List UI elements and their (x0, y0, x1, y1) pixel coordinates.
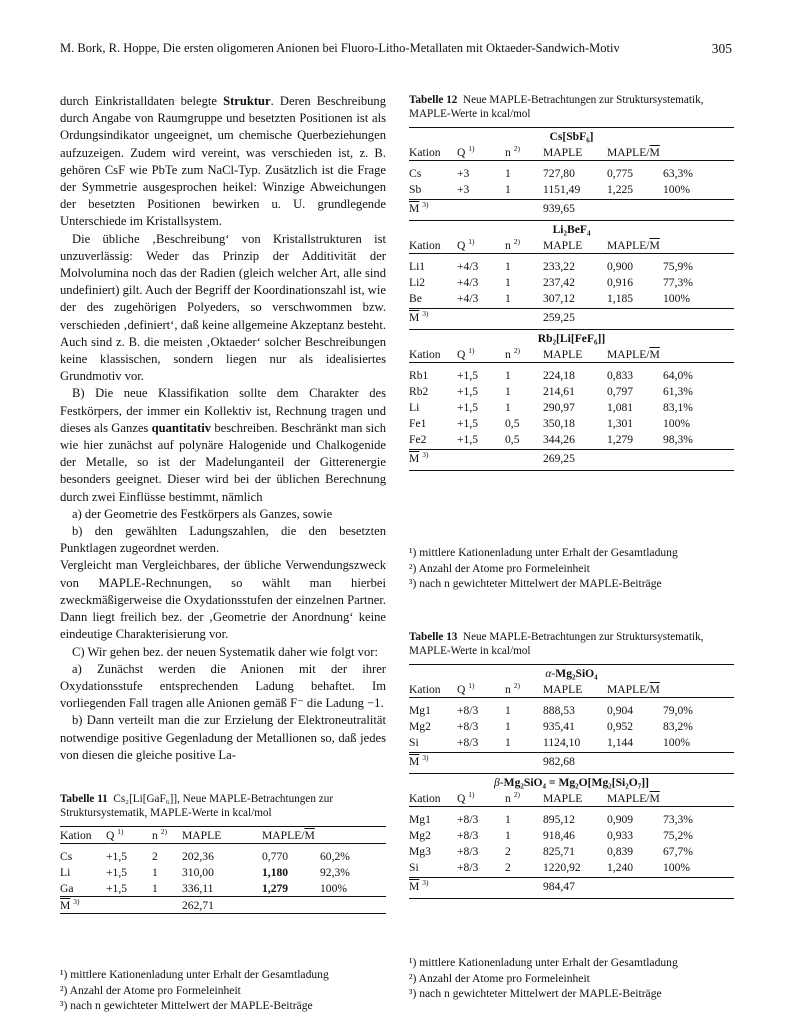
cell-q: +1,5 (106, 849, 128, 863)
cell-percent: 63,3% (663, 166, 693, 180)
cell-kation: Si (409, 735, 419, 749)
footnote-1: ¹) mittlere Kationenladung unter Erhalt der Gesamtladung (409, 956, 678, 969)
cell-kation: Si (409, 860, 419, 874)
table-11-footnotes (60, 967, 390, 1014)
cell-n: 2 (152, 849, 158, 863)
cell-ratio: 0,904 (607, 703, 634, 717)
compound-title: Cs[SbF₆] (549, 129, 594, 143)
cell-n: 1 (505, 703, 511, 717)
cell-q: +8/3 (457, 719, 479, 733)
col-header-n: n $^{2)}$ (505, 143, 520, 159)
paragraph-5: C) Wir gehen bez. der neuen Systematik daher wie folgt vor: (72, 644, 378, 659)
col-header-n: n $^{2)}$ (152, 826, 167, 842)
cell-kation: Ga (60, 881, 74, 895)
compound-title-row (409, 221, 734, 238)
col-header-maple: MAPLE (543, 145, 583, 159)
footnote-3: ³) nach n gewichteter Mittelwert der MAPLE-Beiträge (409, 577, 662, 590)
cell-maple: 307,12 (543, 291, 575, 305)
cell-ratio: 1,240 (607, 860, 634, 874)
cell-n: 1 (505, 166, 511, 180)
cell-n: 1 (505, 735, 511, 749)
cell-q: +1,5 (457, 416, 479, 430)
cell-maple: 233,22 (543, 259, 575, 273)
cell-mean-value: 269,25 (543, 451, 575, 465)
cell-percent: 75,2% (663, 828, 693, 842)
table-header-row (409, 346, 734, 363)
cell-q: +1,5 (106, 881, 128, 895)
table-13-footnotes (409, 955, 739, 1002)
table-row (60, 864, 386, 880)
paragraph-1: durch Einkristalldaten belegte Struktur. Deren Beschreibung durch Angabe von Raumgruppe und besetzten Positionen ist als Ordungsindikator ungeeignet, um chemische Querbeziehungen aufzuzeigen. Zudem wird vereint, was verschieden ist, z. B. gehören CsF wie PbTe zum NaCl-Typ. Zusätzlich ist die Frage der Symmetrie ausgesprochen heikel: Winzige Abweichungen der besetzten Positionen bewirken u. U. grundlegende Unterschiede im Kristallsystem. (60, 94, 387, 229)
cell-ratio: 1,180 (262, 865, 289, 879)
cell-ratio: 0,933 (607, 828, 634, 842)
cell-kation: Rb2 (409, 384, 429, 398)
cell-mean-value: 262,71 (182, 898, 214, 912)
cell-percent: 100% (663, 416, 691, 430)
table-row (409, 399, 734, 415)
cell-maple: 895,12 (543, 812, 575, 826)
cell-mean-label: $\overline{M}$ $^{3)}$ (409, 877, 429, 893)
cell-maple: 1124,10 (543, 735, 581, 749)
cell-maple: 1151,49 (543, 182, 581, 196)
table-row (409, 415, 734, 431)
cell-q: +1,5 (106, 865, 128, 879)
table-row (409, 290, 734, 306)
col-header-maple-ratio: MAPLE/$\overline{M}$ (607, 145, 660, 159)
cell-percent: 77,3% (663, 275, 693, 289)
cell-kation: Li (409, 400, 420, 414)
col-header-q: Q $^{1)}$ (457, 789, 475, 805)
cell-kation: Fe2 (409, 432, 427, 446)
cell-mean-value: 939,65 (543, 201, 575, 215)
cell-q: +1,5 (457, 432, 479, 446)
cell-n: 1 (505, 719, 511, 733)
cell-ratio: 0,952 (607, 719, 634, 733)
paragraph-3: B) Die neue Klassifikation sollte dem Charakter des Festkörpers, der immer ein Kollektiv ist, Rechnung tragen und dieses als Ganzes quantitativ beschreiben. Beschränkt man sich wie hier zunächst auf polynäre Halogenide und Chalkogenide der Metalle, so ist der Madelunganteil der Gitterenergie besonders geeignet. Dieser wird bei der üblichen Berechnung durch zwei Einflüsse bestimmt, nämlich (60, 386, 386, 504)
compound-title: Li₂BeF₄ (552, 222, 591, 236)
compound-title-row (409, 128, 734, 145)
cell-percent: 64,0% (663, 368, 693, 382)
cell-ratio: 1,225 (607, 182, 634, 196)
cell-mean-label: $\overline{M}$ $^{3)}$ (60, 896, 80, 912)
col-header-maple-ratio: MAPLE/$\overline{M}$ (607, 791, 660, 805)
table-row (409, 367, 734, 383)
footnote-1: ¹) mittlere Kationenladung unter Erhalt der Gesamtladung (60, 968, 329, 981)
cell-q: +8/3 (457, 735, 479, 749)
col-header-maple: MAPLE (543, 682, 583, 696)
table-12-grid (409, 127, 734, 472)
cell-ratio: 0,770 (262, 849, 289, 863)
col-header-kation: Kation (409, 791, 441, 805)
list-item-c-b: b) Dann verteilt man die zur Erzielung der Elektroneutralität notwendige positive Gegenladung der Metallionen so, daß jedes von diesen die gleiche positive La- (60, 713, 386, 762)
compound-title: β-Mg₂SiO₄ = Mg₂O[Mg₂[Si₂O₇]] (494, 775, 649, 789)
table-row (60, 848, 386, 864)
col-header-maple-ratio: MAPLE/$\overline{M}$ (262, 828, 315, 842)
cell-kation: Mg2 (409, 719, 431, 733)
cell-mean-value: 984,47 (543, 879, 575, 893)
cell-maple: 888,53 (543, 703, 575, 717)
cell-mean-value: 982,68 (543, 754, 575, 768)
cell-percent: 98,3% (663, 432, 693, 446)
col-header-maple: MAPLE (543, 238, 583, 252)
cell-maple: 310,00 (182, 865, 214, 879)
cell-percent: 83,2% (663, 719, 693, 733)
cell-percent: 67,7% (663, 844, 693, 858)
cell-n: 1 (505, 259, 511, 273)
table-header-row (60, 827, 386, 844)
table-row (409, 274, 734, 290)
table-mean-row (60, 897, 386, 914)
cell-mean-label: $\overline{M}$ $^{3)}$ (409, 199, 429, 215)
cell-maple: 344,26 (543, 432, 575, 446)
table-row (409, 383, 734, 399)
footnote-2: ²) Anzahl der Atome pro Formeleinheit (60, 983, 241, 997)
cell-n: 1 (152, 865, 158, 879)
cell-n: 0,5 (505, 416, 520, 430)
table-11-caption: Tabelle 11 Cs₂[Li[GaF₆]], Neue MAPLE-Betrachtungen zur Struktursystematik, MAPLE-Werte in kcal/mol (60, 793, 334, 819)
cell-q: +1,5 (457, 384, 479, 398)
table-row (409, 827, 734, 843)
cell-n: 1 (505, 828, 511, 842)
col-header-q: Q $^{1)}$ (457, 143, 475, 159)
table-13 (409, 630, 734, 900)
table-row (409, 702, 734, 718)
cell-percent: 79,0% (663, 703, 693, 717)
cell-percent: 100% (663, 291, 691, 305)
table-row (409, 258, 734, 274)
table-row (409, 181, 734, 197)
table-mean-row (409, 753, 734, 770)
cell-ratio: 0,900 (607, 259, 634, 273)
cell-maple: 1220,92 (543, 860, 581, 874)
cell-maple: 935,41 (543, 719, 575, 733)
col-header-kation: Kation (409, 347, 441, 361)
paragraph-2: Die übliche ‚Beschreibung‘ von Kristallstrukturen ist unzuverlässig: Weder das Prinzip der Additivität der Molvolumina noch das der Radien (gleich welcher Art, alle sind undefiniert) gilt. Auch der Begriff der Koordinationszahl ist, wie der des zugehörigen Polyeders, so verschwommen bzw. verschieden ‚definiert‘, daß keine allgemeine Akzeptanz besteht. Auch sind z. B. die meisten ‚Oktaeder‘ solcher Beschreibungen keine klassischen, sondern liegen nur als idealisiertes Grundmotiv vor. (60, 231, 386, 384)
cell-ratio: 1,279 (262, 881, 289, 895)
col-header-q: Q $^{1)}$ (457, 236, 475, 252)
cell-percent: 100% (663, 735, 691, 749)
cell-kation: Mg3 (409, 844, 431, 858)
footnote-2: ²) Anzahl der Atome pro Formeleinheit (409, 561, 590, 575)
table-12-footnotes (409, 545, 739, 592)
cell-maple: 224,18 (543, 368, 575, 382)
col-header-maple-ratio: MAPLE/$\overline{M}$ (607, 682, 660, 696)
cell-ratio: 0,797 (607, 384, 634, 398)
table-row (409, 718, 734, 734)
table-11-grid (60, 826, 386, 916)
compound-title-row (409, 774, 734, 791)
compound-title-row (409, 665, 734, 682)
cell-q: +8/3 (457, 828, 479, 842)
cell-maple: 202,36 (182, 849, 214, 863)
cell-kation: Cs (409, 166, 422, 180)
cell-mean-label: $\overline{M}$ $^{3)}$ (409, 449, 429, 465)
running-title: M. Bork, R. Hoppe, Die ersten oligomeren Anionen bei Fluoro-Litho-Metallaten mit Oktaeder-Sandwich-Motiv (60, 41, 620, 55)
cell-kation: Rb1 (409, 368, 429, 382)
table-row (409, 431, 734, 447)
compound-title-row (409, 330, 734, 347)
cell-q: +4/3 (457, 275, 479, 289)
cell-kation: Sb (409, 182, 422, 196)
cell-kation: Li1 (409, 259, 426, 273)
cell-percent: 100% (663, 182, 691, 196)
table-12 (409, 93, 734, 472)
col-header-n: n $^{2)}$ (505, 680, 520, 696)
list-item-b: b) den gewählten Ladungszahlen, die den besetzten Punktlagen zugeordnet werden. (60, 524, 386, 556)
paragraph-4: Vergleicht man Vergleichbares, der übliche Verwendungszweck von MAPLE-Rechnungen, so wählt man hierbei zweckmäßigerweise die Oxydationsstufen der einzelnen Partner. Dann liegt freilich bez. der ‚Geometrie der Anordnung‘ keine eindeutige Charakterisierung vor. (60, 558, 386, 642)
cell-maple: 918,46 (543, 828, 575, 842)
cell-q: +1,5 (457, 400, 479, 414)
cell-maple: 825,71 (543, 844, 575, 858)
cell-percent: 100% (663, 860, 691, 874)
cell-kation: Li2 (409, 275, 426, 289)
cell-kation: Li (60, 865, 71, 879)
cell-ratio: 0,833 (607, 368, 634, 382)
cell-q: +1,5 (457, 368, 479, 382)
cell-ratio: 1,144 (607, 735, 634, 749)
table-row (409, 859, 734, 875)
footnote-3: ³) nach n gewichteter Mittelwert der MAPLE-Beiträge (60, 999, 313, 1012)
cell-n: 1 (505, 368, 511, 382)
col-header-q: Q $^{1)}$ (457, 345, 475, 361)
cell-q: +3 (457, 166, 470, 180)
table-11 (60, 792, 386, 916)
cell-n: 0,5 (505, 432, 520, 446)
footnote-1: ¹) mittlere Kationenladung unter Erhalt der Gesamtladung (409, 546, 678, 559)
table-header-row (409, 144, 734, 161)
table-mean-row (409, 309, 734, 326)
cell-kation: Mg1 (409, 703, 431, 717)
col-header-n: n $^{2)}$ (505, 345, 520, 361)
table-row (60, 880, 386, 897)
running-header (60, 41, 732, 57)
cell-ratio: 1,185 (607, 291, 634, 305)
cell-q: +3 (457, 182, 470, 196)
cell-n: 2 (505, 844, 511, 858)
col-header-maple-ratio: MAPLE/$\overline{M}$ (607, 238, 660, 252)
cell-n: 1 (152, 881, 158, 895)
cell-n: 1 (505, 384, 511, 398)
cell-percent: 60,2% (320, 849, 350, 863)
cell-n: 1 (505, 275, 511, 289)
cell-percent: 83,1% (663, 400, 693, 414)
footnote-3: ³) nach n gewichteter Mittelwert der MAPLE-Beiträge (409, 987, 662, 1000)
cell-q: +8/3 (457, 860, 479, 874)
cell-maple: 214,61 (543, 384, 575, 398)
table-mean-row (409, 878, 734, 895)
cell-n: 1 (505, 812, 511, 826)
table-mean-row (409, 450, 734, 467)
cell-maple: 350,18 (543, 416, 575, 430)
cell-mean-value: 259,25 (543, 310, 575, 324)
body-text-left (60, 93, 386, 764)
table-13-caption: Tabelle 13 Neue MAPLE-Betrachtungen zur Struktursystematik, MAPLE-Werte in kcal/mol (409, 631, 704, 657)
col-header-q: Q $^{1)}$ (457, 680, 475, 696)
cell-ratio: 0,916 (607, 275, 634, 289)
cell-kation: Cs (60, 849, 73, 863)
cell-ratio: 0,839 (607, 844, 634, 858)
col-header-maple: MAPLE (543, 347, 583, 361)
cell-q: +8/3 (457, 703, 479, 717)
table-row (409, 843, 734, 859)
col-header-q: Q $^{1)}$ (106, 826, 124, 842)
table-13-grid (409, 664, 734, 900)
compound-title: Rb₂[Li[FeF₆]] (537, 331, 606, 345)
cell-maple: 290,97 (543, 400, 575, 414)
cell-ratio: 1,081 (607, 400, 634, 414)
cell-kation: Fe1 (409, 416, 427, 430)
col-header-kation: Kation (409, 238, 441, 252)
list-item-c-a: a) Zunächst werden die Anionen mit der ihrer Oxydationsstufe entsprechenden Ladung behaftet. Im vorliegenden Fall tragen alle Anionen gemäß F⁻ die Ladung −1. (60, 661, 386, 711)
table-header-row (409, 681, 734, 698)
cell-n: 1 (505, 291, 511, 305)
col-header-kation: Kation (409, 145, 441, 159)
cell-maple: 336,11 (182, 881, 214, 895)
cell-kation: Mg1 (409, 812, 431, 826)
cell-maple: 727,80 (543, 166, 575, 180)
bold-term-struktur: Struktur (223, 94, 271, 108)
table-mean-row (409, 200, 734, 217)
col-header-kation: Kation (60, 828, 92, 842)
cell-ratio: 1,301 (607, 416, 634, 430)
cell-ratio: 0,909 (607, 812, 634, 826)
list-item-a: a) der Geometrie des Festkörpers als Ganzes, sowie (72, 506, 333, 521)
footnote-2: ²) Anzahl der Atome pro Formeleinheit (409, 971, 590, 985)
cell-mean-label: $\overline{M}$ $^{3)}$ (409, 752, 429, 768)
cell-n: 1 (505, 182, 511, 196)
table-row (409, 734, 734, 750)
bold-term-quantitativ: quantitativ (151, 420, 212, 435)
col-header-n: n $^{2)}$ (505, 789, 520, 805)
cell-percent: 75,9% (663, 259, 693, 273)
cell-mean-label: $\overline{M}$ $^{3)}$ (409, 308, 429, 324)
table-header-row (409, 237, 734, 254)
table-header-row (409, 790, 734, 807)
cell-n: 2 (505, 860, 511, 874)
cell-maple: 237,42 (543, 275, 575, 289)
cell-ratio: 0,775 (607, 166, 634, 180)
cell-percent: 100% (320, 881, 348, 895)
cell-q: +8/3 (457, 812, 479, 826)
col-header-n: n $^{2)}$ (505, 236, 520, 252)
col-header-maple: MAPLE (543, 791, 583, 805)
page-number: 305 (711, 41, 732, 56)
cell-kation: Mg2 (409, 828, 431, 842)
table-row (409, 811, 734, 827)
cell-percent: 61,3% (663, 384, 693, 398)
table-12-caption: Tabelle 12 Neue MAPLE-Betrachtungen zur Struktursystematik, MAPLE-Werte in kcal/mol (409, 94, 704, 120)
cell-percent: 73,3% (663, 812, 693, 826)
compound-title: α-Mg₂SiO₄ (545, 666, 598, 680)
cell-q: +4/3 (457, 291, 479, 305)
cell-kation: Be (409, 291, 422, 305)
table-row (409, 165, 734, 181)
cell-ratio: 1,279 (607, 432, 634, 446)
col-header-maple-ratio: MAPLE/$\overline{M}$ (607, 347, 660, 361)
cell-q: +4/3 (457, 259, 479, 273)
cell-n: 1 (505, 400, 511, 414)
col-header-kation: Kation (409, 682, 441, 696)
cell-percent: 92,3% (320, 865, 350, 879)
cell-q: +8/3 (457, 844, 479, 858)
col-header-maple: MAPLE (182, 828, 222, 842)
